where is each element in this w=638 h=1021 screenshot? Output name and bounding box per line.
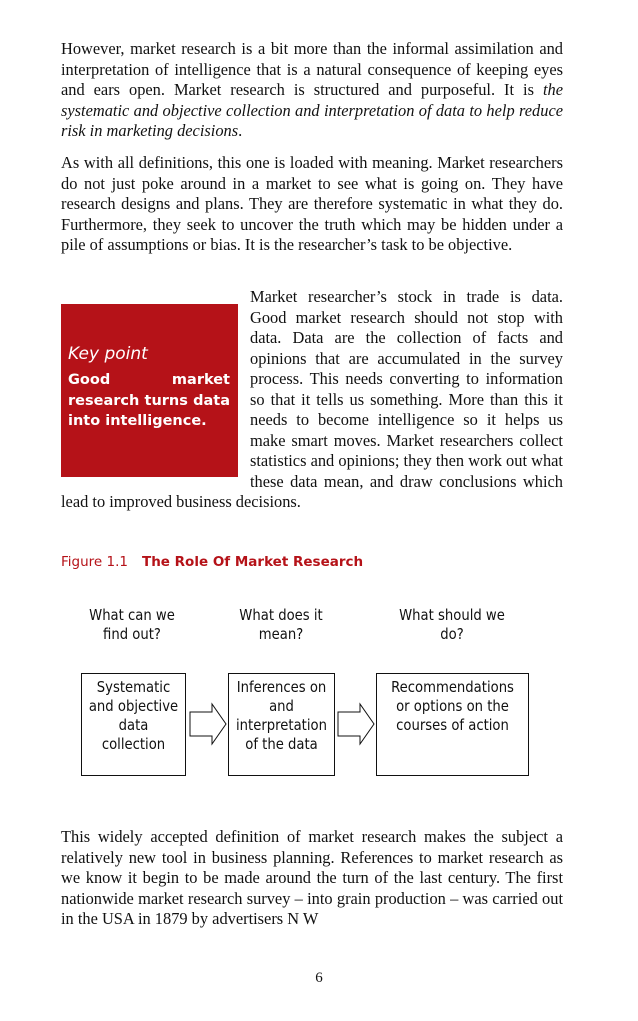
paragraph-1 — [61, 39, 563, 142]
paragraph-3-with-key-point — [61, 287, 563, 513]
step-box-recommendations — [376, 673, 529, 776]
key-point-box — [61, 304, 238, 477]
key-point-text: Good market research turns data into intelligence. — [68, 372, 230, 429]
step-box-interpretation-label: Inferences on and interpretation of the data — [236, 678, 327, 753]
figure-number: Figure 1.1 — [61, 554, 128, 570]
paragraph-1-text: However, market research is a bit more than the informal assimilation and interpretation of intelligence that is a natural consequence of keeping eyes and ears open. Market research is structured and purposeful. It is — [61, 39, 563, 99]
figure-title: The Role Of Market Research — [141, 554, 364, 570]
paragraph-3-text: Market researcher’s stock in trade is data. Good market research should not stop with data. Data are the collection of facts and opinions that are accumulated in the survey process. This needs converting to information so that it tells us something. More than this it needs to become intelligence so it helps us make smart moves. Market researchers collect statistics and opinions; they then work out what these data mean, and draw conclusions which lead to improved business decisions. — [61, 287, 563, 511]
paragraph-1-end: . — [238, 121, 243, 140]
question-1: What can we find out? — [89, 606, 175, 643]
step-box-recommendations-label: Recommendations or options on the courses of action — [391, 678, 514, 734]
arrow-right-icon — [336, 702, 376, 746]
paragraph-2: As with all definitions, this one is loaded with meaning. Market researchers do not just poke around in a market to see what is going on. They have research designs and plans. They are therefore systematic in what they do. Furthermore, they seek to uncover the truth which may be hidden under a pile of assumptions or bias. It is the researcher’s task to be objective. — [61, 153, 563, 254]
paragraph-4: This widely accepted definition of market research makes the subject a relatively new tool in business planning. References to market research as we know it begin to be made around the turn of the last century. The first nationwide market research survey – into grain production – was carried out in the USA in 1879 by advertisers N W — [61, 827, 563, 928]
page-number: 6 — [315, 970, 323, 986]
definition-italic: the systematic and objective collection and interpretation of data to help reduce risk in marketing decisions — [61, 80, 563, 140]
step-box-collection-label: Systematic and objective data collection — [88, 678, 179, 753]
figure-caption — [61, 554, 363, 570]
role-diagram — [0, 600, 638, 790]
question-2: What does it mean? — [239, 606, 323, 643]
key-point-title: Key point — [68, 344, 148, 364]
arrow-right-icon — [188, 702, 228, 746]
question-3: What should we do? — [399, 606, 505, 643]
step-box-collection — [81, 673, 186, 776]
step-box-interpretation — [228, 673, 335, 776]
